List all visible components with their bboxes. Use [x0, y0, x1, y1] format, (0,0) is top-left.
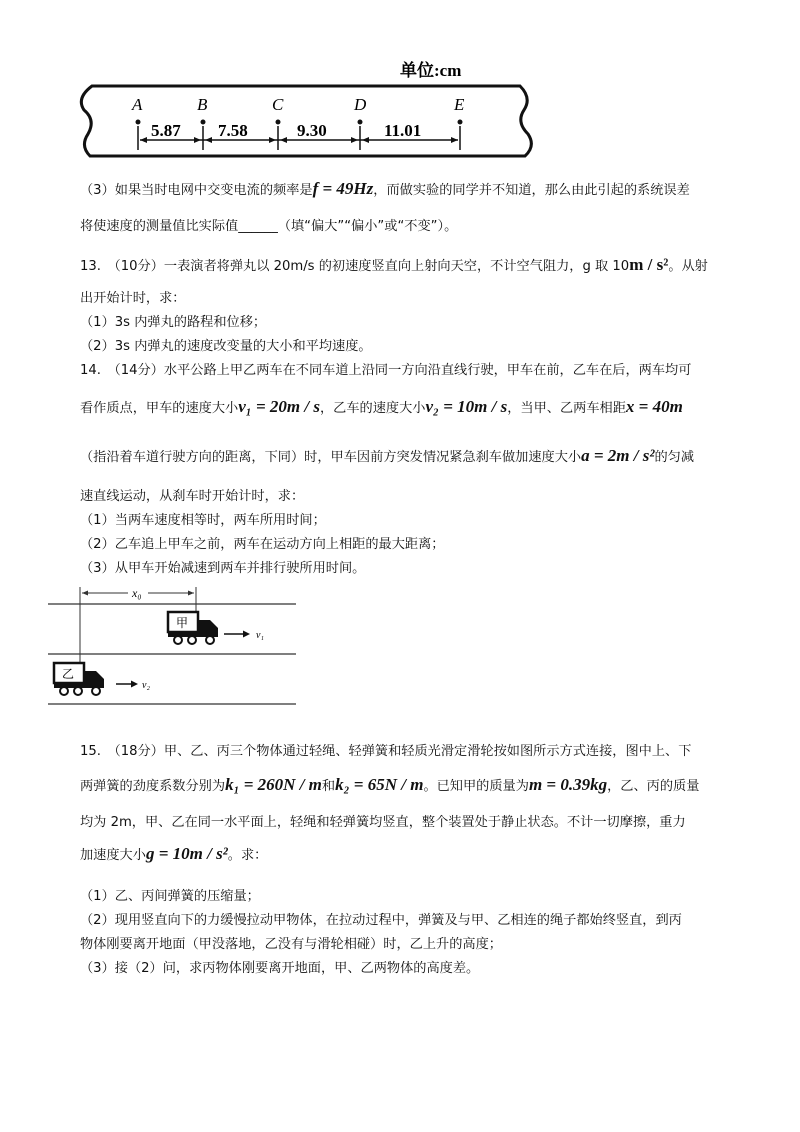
tape-seg-2: 7.58: [218, 121, 248, 140]
tape-seg-1: 5.87: [151, 121, 181, 140]
truck-yi-label: 乙: [62, 667, 75, 681]
tape-dot-c: [276, 120, 281, 125]
q14-sub3: （3）从甲车开始减速到两车并排行驶所用时间。: [80, 561, 366, 576]
tape-dot-e: [458, 120, 463, 125]
tape-dot-d: [358, 120, 363, 125]
q14-line4: 速直线运动，从刹车时开始计时，求：: [80, 489, 305, 504]
q15-sub1: （1）乙、丙间弹簧的压缩量；: [80, 889, 260, 904]
tape-label-d: D: [354, 95, 367, 114]
q13-line1: 13. （10分）一表演者将弹丸以 20m/s 的初速度竖直向上射向天空，不计空气阻力，g 取 10m / s²。从射: [80, 255, 708, 274]
q14-line2: 看作质点，甲车的速度大小v₁ = 20m / s，乙车的速度大小v₂ = 10m / s，当甲、乙两车相距x = 40m: [80, 397, 683, 416]
ticker-tape-figure: [70, 58, 540, 163]
road-figure: [44, 585, 300, 707]
tape-label-a: A: [132, 95, 143, 114]
v2-label: v₂: [142, 680, 150, 691]
v1-label: v₁: [256, 630, 264, 641]
tape-unit: 单位:cm: [400, 61, 462, 80]
tape-dot-b: [201, 120, 206, 125]
q15-line3: 均为 2m，甲、乙在同一水平面上，轻绳和轻弹簧均竖直，整个装置处于静止状态。不计一切摩擦，重力: [80, 815, 686, 830]
tape-label-c: C: [272, 95, 284, 114]
q15-sub2a: （2）现用竖直向下的力缓慢拉动甲物体，在拉动过程中，弹簧及与甲、乙相连的绳子都始终竖直，到丙: [80, 913, 682, 928]
q12-3-line2: 将使速度的测量值比实际值______（填“偏大”“偏小”或“不变”）。: [80, 219, 458, 234]
tape-seg-4: 11.01: [384, 121, 422, 140]
truck-yi: [54, 663, 104, 695]
q15-line1: 15. （18分）甲、乙、丙三个物体通过轻绳、轻弹簧和轻质光滑定滑轮按如图所示方式连接，图中上、下: [80, 744, 692, 759]
q14-sub1: （1）当两车速度相等时，两车所用时间；: [80, 513, 326, 528]
q14-line3: （指沿着车道行驶方向的距离，下同）时，甲车因前方突发情况紧急刹车做加速度大小a = 2m / s²的匀减: [80, 446, 695, 465]
truck-jia-label: 甲: [176, 616, 189, 630]
q15-sub3: （3）接（2）问，求丙物体刚要离开地面，甲、乙两物体的高度差。: [80, 961, 480, 976]
q12-3-line1: （3）如果当时电网中交变电流的频率是f = 49Hz，而做实验的同学并不知道，那么由此引起的系统误差: [80, 179, 690, 198]
q14-sub2: （2）乙车追上甲车之前，两车在运动方向上相距的最大距离；: [80, 537, 445, 552]
q15-sub2b: 物体刚要离开地面（甲没落地，乙没有与滑轮相碰）时，乙上升的高度；: [80, 937, 502, 952]
tape-label-b: B: [197, 95, 208, 114]
tape-seg-3: 9.30: [297, 121, 327, 140]
q13-sub2: （2）3s 内弹丸的速度改变量的大小和平均速度。: [80, 339, 372, 354]
q13-line2: 出开始计时，求：: [80, 291, 186, 306]
q13-sub1: （1）3s 内弹丸的路程和位移；: [80, 315, 267, 330]
x0-label: x₀: [132, 586, 142, 600]
q14-line1: 14. （14分）水平公路上甲乙两车在不同车道上沿同一方向沿直线行驶，甲车在前，乙车在后，两车均可: [80, 363, 692, 378]
truck-jia: [168, 612, 218, 644]
q15-line2: 两弹簧的劲度系数分别为k₁ = 260N / m和k₂ = 65N / m。已知甲的质量为m = 0.39kg，乙、丙的质量: [80, 775, 700, 794]
q15-line4: 加速度大小g = 10m / s²。求：: [80, 844, 268, 863]
tape-dot-a: [136, 120, 141, 125]
tape-label-e: E: [454, 95, 465, 114]
